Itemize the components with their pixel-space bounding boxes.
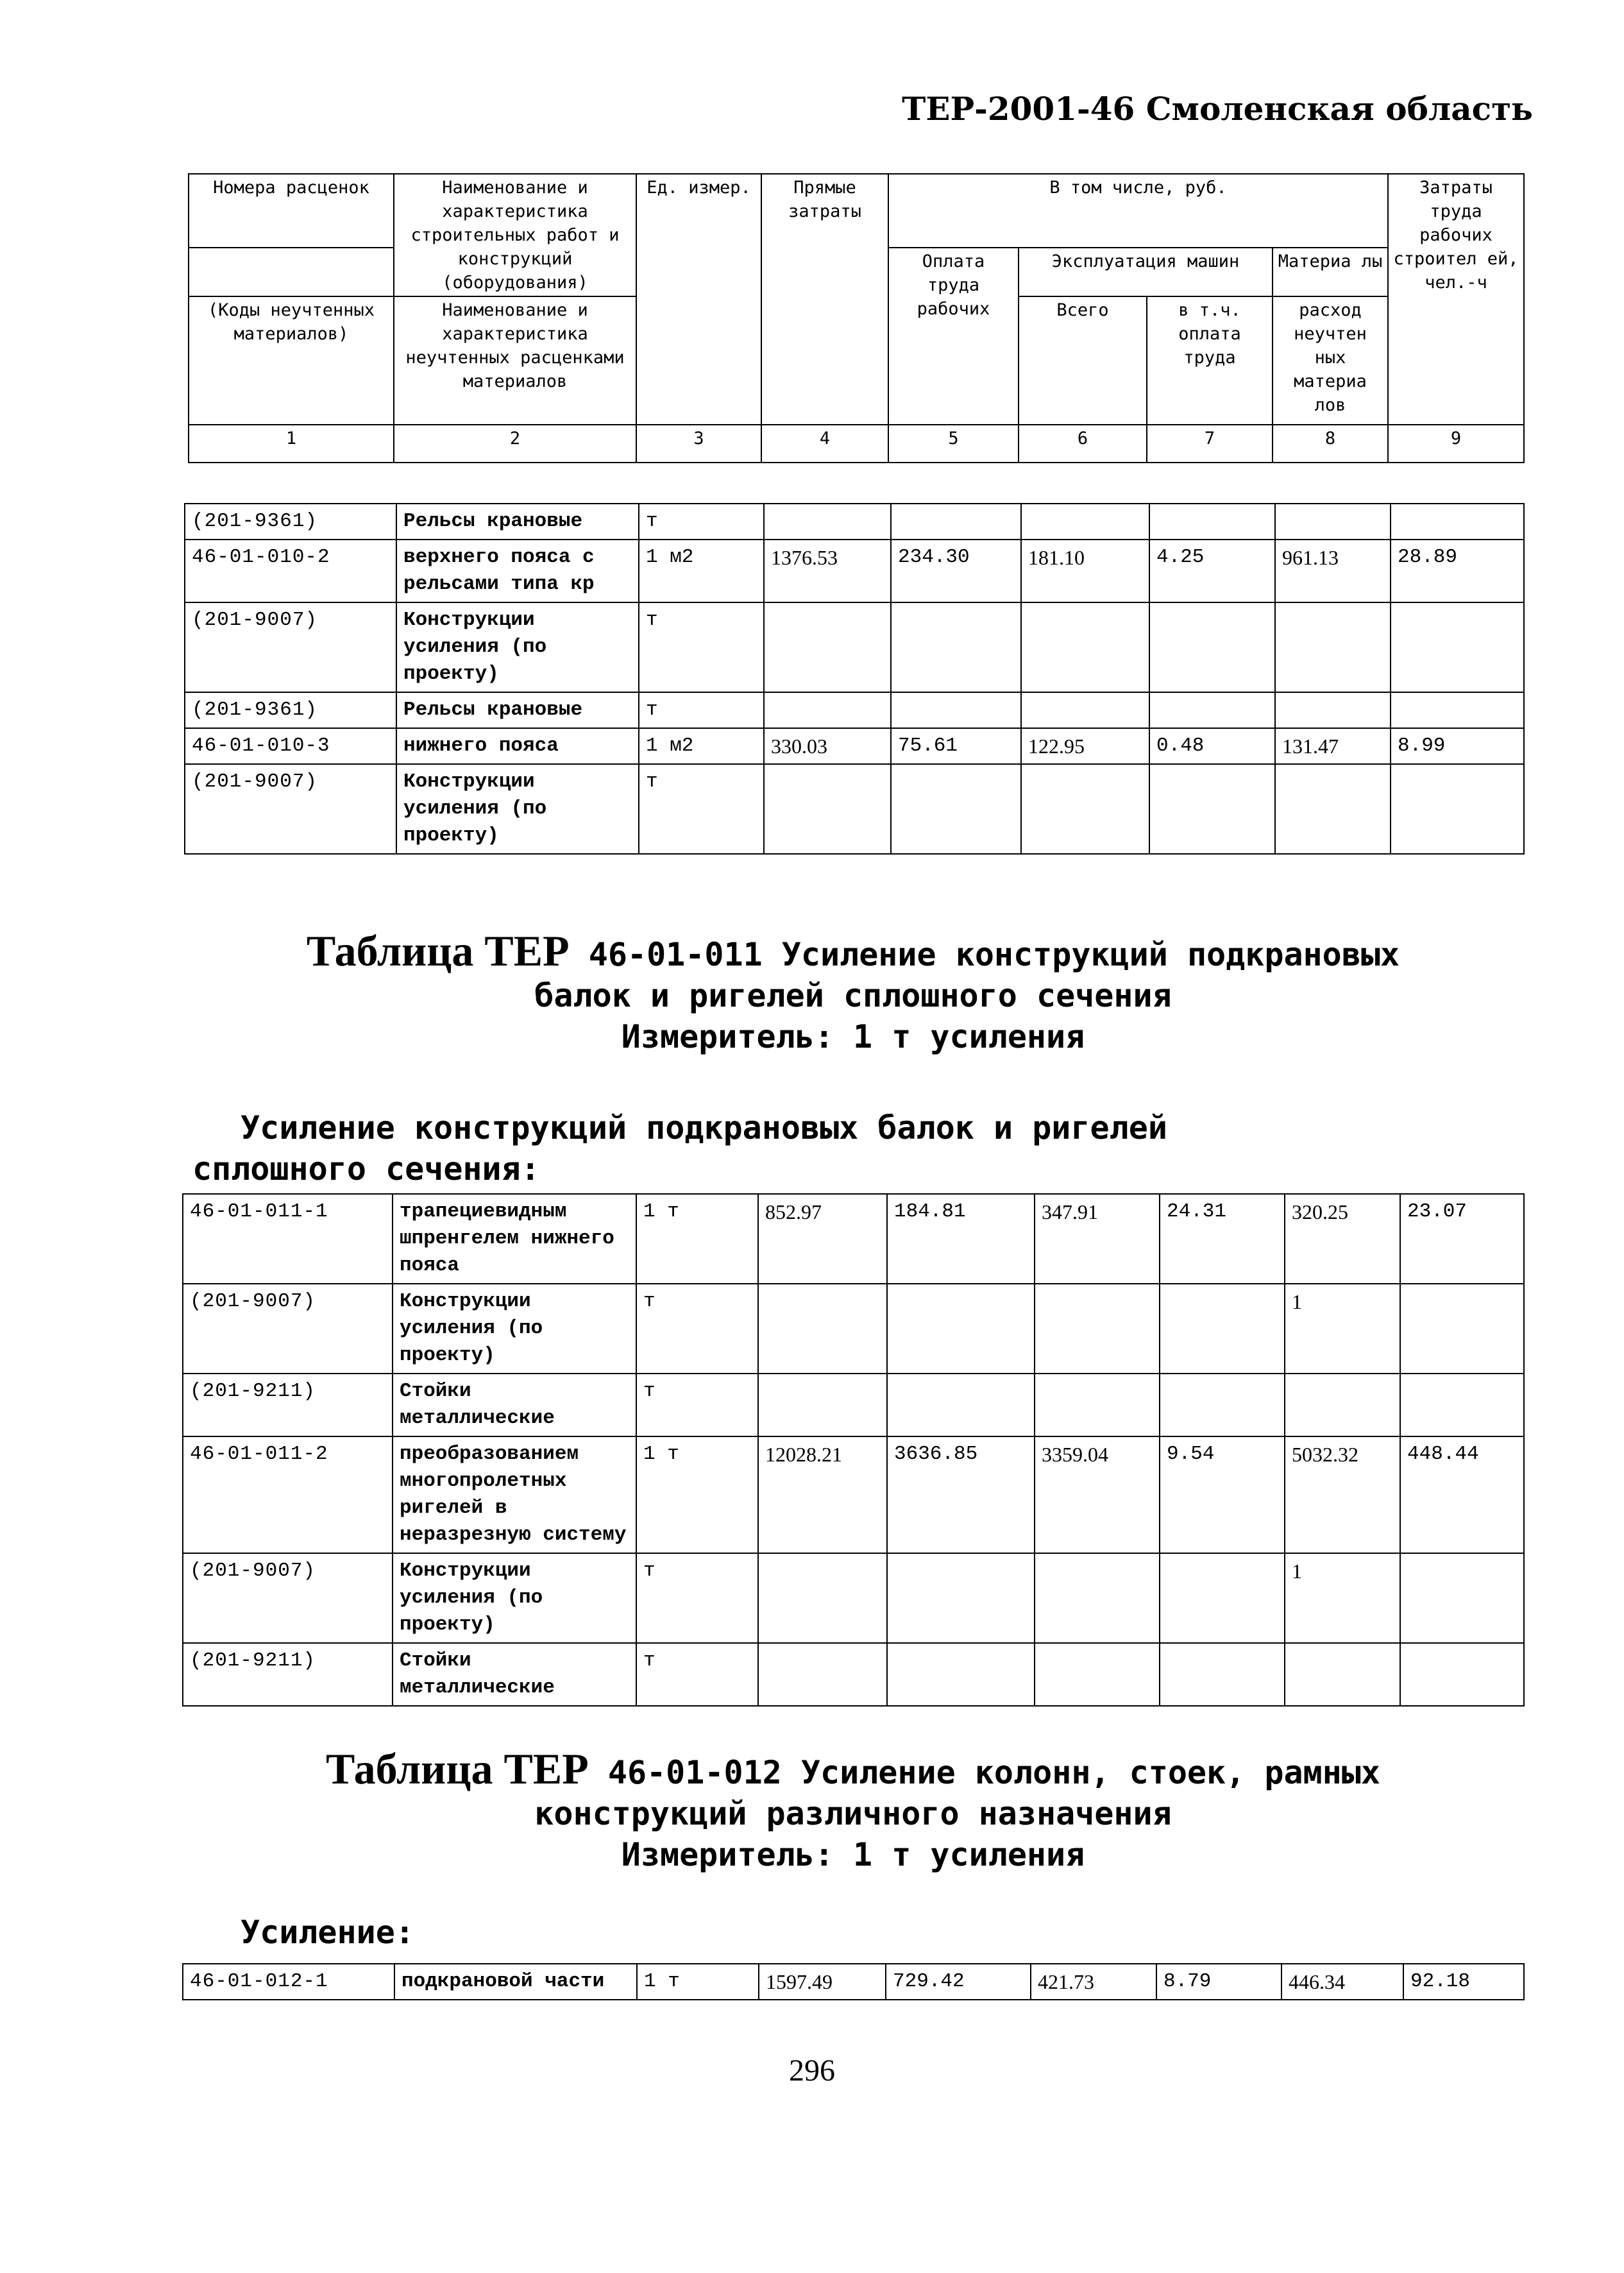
machines-labor-cell: 8.79 bbox=[1156, 1964, 1281, 2000]
labor-hours-cell bbox=[1391, 692, 1524, 728]
unit-cell: т bbox=[636, 1374, 758, 1436]
machines-total-cell bbox=[1021, 692, 1149, 728]
labor-pay-cell: 75.61 bbox=[891, 728, 1021, 764]
machines-total-cell bbox=[1021, 602, 1149, 692]
col3-header: Ед. измер. bbox=[636, 174, 761, 425]
direct-costs-cell: 1376.53 bbox=[764, 540, 891, 602]
work-name-cell: Конструкции усиления (по проекту) bbox=[393, 1553, 636, 1643]
labor-pay-cell bbox=[891, 692, 1021, 728]
unit-cell: т bbox=[636, 1284, 758, 1374]
labor-hours-cell bbox=[1391, 764, 1524, 854]
work-name-cell: трапециевидным шпренгелем нижнего пояса bbox=[393, 1194, 636, 1284]
running-header: ТЕР-2001-46 Смоленская область bbox=[902, 90, 1533, 128]
labor-hours-cell: 448.44 bbox=[1400, 1436, 1524, 1553]
column-number: 8 bbox=[1273, 425, 1388, 463]
rate-code-cell: (201-9007) bbox=[185, 764, 396, 854]
page-number: 296 bbox=[789, 2054, 835, 2088]
machines-labor-cell bbox=[1160, 1553, 1285, 1643]
unit-cell: 1 т bbox=[636, 1194, 758, 1284]
labor-pay-cell: 184.81 bbox=[887, 1194, 1035, 1284]
rate-code-cell: (201-9361) bbox=[185, 504, 396, 540]
work-name-cell: Конструкции усиления (по проекту) bbox=[396, 602, 639, 692]
col2-top-header: Наименование и характеристика строительных работ и конструкций (оборудования) bbox=[394, 174, 636, 296]
column-number: 2 bbox=[394, 425, 636, 463]
materials-cell: 320.25 bbox=[1285, 1194, 1400, 1284]
machines-labor-cell: 0.48 bbox=[1149, 728, 1275, 764]
col1-bottom-header: (Коды неучтенных материалов) bbox=[189, 296, 394, 425]
work-name-cell: нижнего пояса bbox=[396, 728, 639, 764]
work-name-cell: Стойки металлические bbox=[393, 1374, 636, 1436]
column-number: 7 bbox=[1147, 425, 1273, 463]
col6-header: Всего bbox=[1019, 296, 1147, 425]
labor-pay-cell bbox=[887, 1643, 1035, 1706]
machines-total-cell bbox=[1035, 1284, 1160, 1374]
machines-labor-cell bbox=[1149, 692, 1275, 728]
machines-labor-cell: 24.31 bbox=[1160, 1194, 1285, 1284]
direct-costs-cell bbox=[764, 692, 891, 728]
col9-header: Затраты труда рабочих строител ей, чел.-ч bbox=[1388, 174, 1524, 425]
labor-pay-cell bbox=[891, 504, 1021, 540]
table-heading-lead: Таблица ТЕР bbox=[326, 1744, 589, 1793]
col8-top-header: Материа лы bbox=[1273, 248, 1388, 296]
direct-costs-cell bbox=[758, 1643, 887, 1706]
table-row bbox=[185, 602, 1524, 692]
rates-table-010 bbox=[184, 503, 1525, 855]
direct-costs-cell bbox=[764, 504, 891, 540]
rate-code-cell: (201-9361) bbox=[185, 692, 396, 728]
machines-total-cell bbox=[1021, 764, 1149, 854]
direct-costs-cell bbox=[758, 1553, 887, 1643]
column-number: 4 bbox=[761, 425, 888, 463]
direct-costs-cell bbox=[764, 602, 891, 692]
materials-cell: 1 bbox=[1285, 1553, 1400, 1643]
table-row bbox=[183, 1374, 1524, 1436]
section-title-012 bbox=[241, 1912, 414, 1953]
table-row bbox=[185, 504, 1524, 540]
exploitation-header: Эксплуатация машин bbox=[1019, 248, 1273, 296]
table-row bbox=[183, 1436, 1524, 1553]
table-heading-line: балок и ригелей сплошного сечения bbox=[534, 977, 1172, 1014]
labor-pay-cell: 3636.85 bbox=[887, 1436, 1035, 1553]
direct-costs-cell bbox=[758, 1284, 887, 1374]
direct-costs-cell: 12028.21 bbox=[758, 1436, 887, 1553]
labor-pay-cell: 729.42 bbox=[886, 1964, 1031, 2000]
materials-cell bbox=[1285, 1374, 1400, 1436]
rate-code-cell: 46-01-011-1 bbox=[183, 1194, 393, 1284]
rate-code-cell: 46-01-010-3 bbox=[185, 728, 396, 764]
rate-code-cell: (201-9007) bbox=[183, 1284, 393, 1374]
machines-labor-cell bbox=[1160, 1643, 1285, 1706]
machines-total-cell bbox=[1035, 1553, 1160, 1643]
machines-labor-cell bbox=[1149, 764, 1275, 854]
labor-hours-cell bbox=[1391, 504, 1524, 540]
materials-cell: 446.34 bbox=[1281, 1964, 1403, 2000]
col5-header: Оплата труда рабочих bbox=[888, 248, 1019, 425]
column-number: 1 bbox=[189, 425, 394, 463]
materials-cell: 131.47 bbox=[1275, 728, 1391, 764]
table-heading-012 bbox=[180, 1744, 1527, 1875]
labor-hours-cell: 23.07 bbox=[1400, 1194, 1524, 1284]
unit-cell: 1 м2 bbox=[639, 540, 764, 602]
machines-total-cell: 122.95 bbox=[1021, 728, 1149, 764]
table-heading-line: конструкций различного назначения bbox=[534, 1795, 1172, 1832]
materials-cell bbox=[1285, 1643, 1400, 1706]
machines-total-cell: 347.91 bbox=[1035, 1194, 1160, 1284]
unit-cell: т bbox=[636, 1553, 758, 1643]
labor-pay-cell bbox=[887, 1374, 1035, 1436]
table-row bbox=[185, 728, 1524, 764]
unit-cell: т bbox=[639, 764, 764, 854]
section-title-line: Усиление конструкций подкрановых балок и ригелей bbox=[241, 1109, 1167, 1146]
section-title-011 bbox=[192, 1107, 1167, 1189]
materials-cell: 1 bbox=[1285, 1284, 1400, 1374]
materials-cell bbox=[1275, 764, 1391, 854]
table-row bbox=[183, 1553, 1524, 1643]
rates-table-012 bbox=[182, 1963, 1525, 2000]
column-number: 6 bbox=[1019, 425, 1147, 463]
labor-pay-cell bbox=[887, 1284, 1035, 1374]
unit-cell: т bbox=[639, 602, 764, 692]
rate-code-cell: (201-9007) bbox=[185, 602, 396, 692]
unit-cell: 1 м2 bbox=[639, 728, 764, 764]
rate-code-cell: 46-01-012-1 bbox=[183, 1964, 394, 2000]
table-heading-011 bbox=[180, 926, 1527, 1057]
work-name-cell: подкрановой части bbox=[394, 1964, 637, 2000]
materials-cell bbox=[1275, 504, 1391, 540]
table-heading-line bbox=[180, 1744, 1527, 1793]
table-heading-line bbox=[180, 926, 1527, 975]
rate-code-cell: (201-9211) bbox=[183, 1643, 393, 1706]
machines-total-cell bbox=[1021, 504, 1149, 540]
table-row bbox=[183, 1643, 1524, 1706]
machines-labor-cell bbox=[1160, 1284, 1285, 1374]
work-name-cell: преобразованием многопролетных ригелей в неразрезную систему bbox=[393, 1436, 636, 1553]
unit-cell: т bbox=[636, 1643, 758, 1706]
unit-cell: т bbox=[639, 692, 764, 728]
materials-cell: 5032.32 bbox=[1285, 1436, 1400, 1553]
table-row bbox=[185, 692, 1524, 728]
machines-total-cell bbox=[1035, 1643, 1160, 1706]
col1-spacer bbox=[189, 248, 394, 296]
table-heading-lead: Таблица ТЕР bbox=[306, 926, 570, 975]
rate-code-cell: (201-9211) bbox=[183, 1374, 393, 1436]
labor-hours-cell bbox=[1391, 602, 1524, 692]
rate-code-cell: 46-01-010-2 bbox=[185, 540, 396, 602]
machines-labor-cell bbox=[1149, 602, 1275, 692]
labor-hours-cell: 28.89 bbox=[1391, 540, 1524, 602]
section-title-line: Усиление: bbox=[241, 1914, 414, 1951]
col8-bottom-header: расход неучтен ных материа лов bbox=[1273, 296, 1388, 425]
group-header: В том числе, руб. bbox=[888, 174, 1388, 248]
table-row bbox=[183, 1284, 1524, 1374]
table-row bbox=[183, 1194, 1524, 1284]
labor-pay-cell bbox=[891, 764, 1021, 854]
table-heading-unit: Измеритель: 1 т усиления bbox=[621, 1018, 1085, 1055]
rates-table-011 bbox=[182, 1193, 1525, 1707]
rate-code-cell: 46-01-011-2 bbox=[183, 1436, 393, 1553]
table-heading-unit: Измеритель: 1 т усиления bbox=[621, 1836, 1085, 1873]
machines-labor-cell: 9.54 bbox=[1160, 1436, 1285, 1553]
materials-cell: 961.13 bbox=[1275, 540, 1391, 602]
table-row bbox=[185, 764, 1524, 854]
unit-cell: 1 т bbox=[637, 1964, 759, 2000]
direct-costs-cell: 330.03 bbox=[764, 728, 891, 764]
labor-hours-cell: 92.18 bbox=[1403, 1964, 1524, 2000]
machines-labor-cell: 4.25 bbox=[1149, 540, 1275, 602]
table-row bbox=[183, 1964, 1524, 2000]
table-heading-title: 46-01-012 Усиление колонн, стоек, рамных bbox=[607, 1754, 1380, 1791]
col2-bottom-header: Наименование и характеристика неучтенных расценками материалов bbox=[394, 296, 636, 425]
materials-cell bbox=[1275, 602, 1391, 692]
work-name-cell: Рельсы крановые bbox=[396, 504, 639, 540]
direct-costs-cell: 852.97 bbox=[758, 1194, 887, 1284]
column-number: 5 bbox=[888, 425, 1019, 463]
col1-top-header: Номера расценок bbox=[189, 174, 394, 248]
machines-total-cell bbox=[1035, 1374, 1160, 1436]
work-name-cell: Конструкции усиления (по проекту) bbox=[393, 1284, 636, 1374]
labor-hours-cell: 8.99 bbox=[1391, 728, 1524, 764]
table-heading-title: 46-01-011 Усиление конструкций подкрановых bbox=[588, 936, 1400, 973]
machines-labor-cell bbox=[1149, 504, 1275, 540]
labor-pay-cell bbox=[887, 1553, 1035, 1643]
unit-cell: 1 т bbox=[636, 1436, 758, 1553]
labor-pay-cell bbox=[891, 602, 1021, 692]
column-number: 9 bbox=[1388, 425, 1524, 463]
col7-header: в т.ч. оплата труда bbox=[1147, 296, 1273, 425]
direct-costs-cell: 1597.49 bbox=[759, 1964, 886, 2000]
column-number: 3 bbox=[636, 425, 761, 463]
machines-total-cell: 181.10 bbox=[1021, 540, 1149, 602]
section-title-line: сплошного сечения: bbox=[192, 1150, 540, 1188]
work-name-cell: Рельсы крановые bbox=[396, 692, 639, 728]
col4-header: Прямые затраты bbox=[761, 174, 888, 425]
machines-total-cell: 421.73 bbox=[1031, 1964, 1156, 2000]
labor-hours-cell bbox=[1400, 1284, 1524, 1374]
unit-cell: т bbox=[639, 504, 764, 540]
labor-hours-cell bbox=[1400, 1553, 1524, 1643]
work-name-cell: Конструкции усиления (по проекту) bbox=[396, 764, 639, 854]
machines-labor-cell bbox=[1160, 1374, 1285, 1436]
direct-costs-cell bbox=[758, 1374, 887, 1436]
machines-total-cell: 3359.04 bbox=[1035, 1436, 1160, 1553]
column-header-table bbox=[188, 173, 1525, 463]
labor-hours-cell bbox=[1400, 1374, 1524, 1436]
labor-hours-cell bbox=[1400, 1643, 1524, 1706]
work-name-cell: Стойки металлические bbox=[393, 1643, 636, 1706]
materials-cell bbox=[1275, 692, 1391, 728]
work-name-cell: верхнего пояса с рельсами типа кр bbox=[396, 540, 639, 602]
rate-code-cell: (201-9007) bbox=[183, 1553, 393, 1643]
table-row bbox=[185, 540, 1524, 602]
direct-costs-cell bbox=[764, 764, 891, 854]
labor-pay-cell: 234.30 bbox=[891, 540, 1021, 602]
